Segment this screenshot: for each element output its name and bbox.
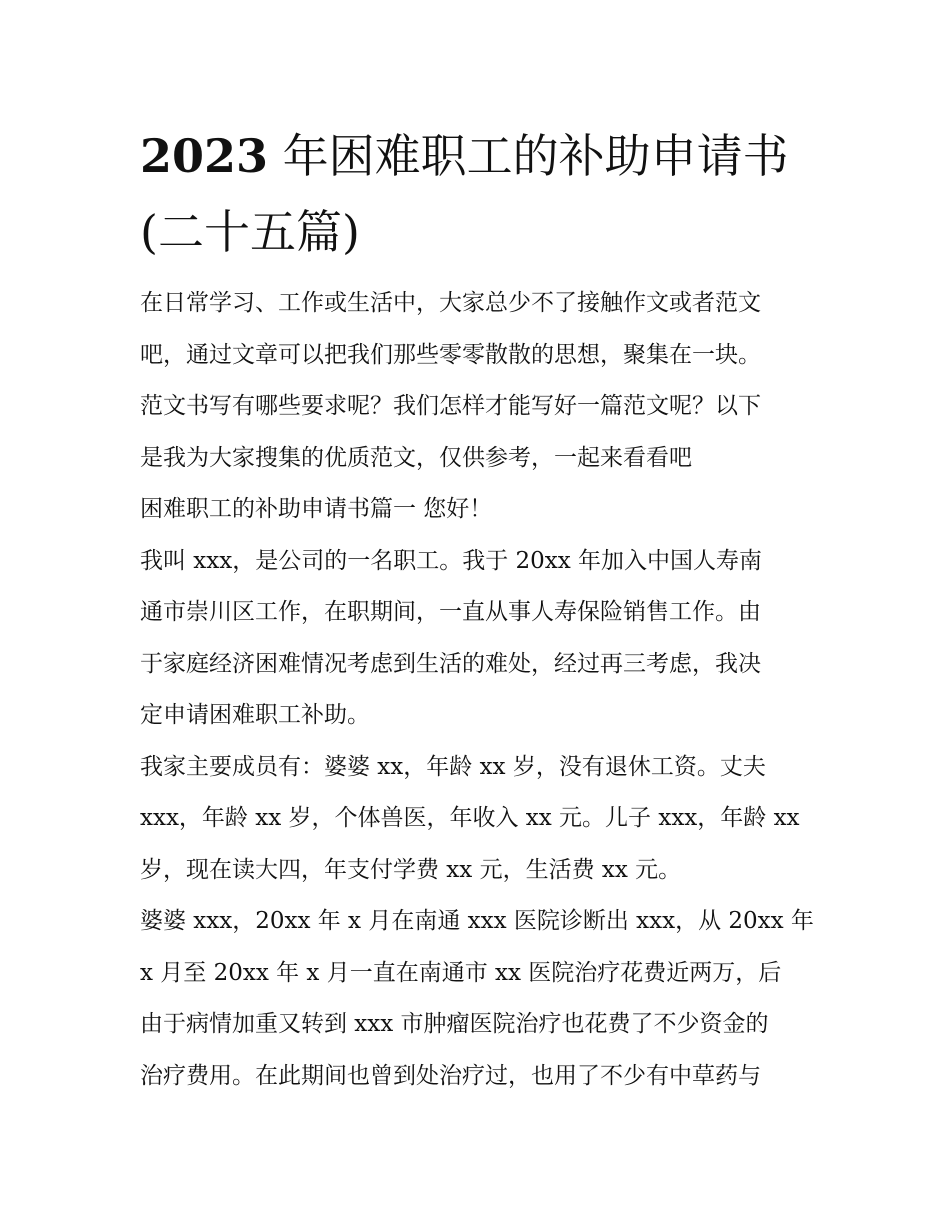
section-heading: 困难职工的补助申请书篇一 您好！ bbox=[140, 496, 493, 522]
body-line: 由于病情加重又转到 xxx 市肿瘤医院治疗也花费了不少资金的 bbox=[140, 1011, 769, 1037]
body-line: 治疗费用。在此期间也曾到处治疗过，也用了不少有中草药与 bbox=[140, 1062, 761, 1089]
body-line: 我家主要成员有：婆婆 xx，年龄 xx 岁，没有退休工资。丈夫 bbox=[140, 753, 766, 780]
body-line: 吧，通过文章可以把我们那些零零散散的思想，聚集在一块。 bbox=[140, 341, 761, 368]
body-line: x 月至 20xx 年 x 月一直在南通市 xx 医院治疗花费近两万，后 bbox=[140, 959, 782, 986]
title-text: 年困难职工的补助申请书 bbox=[268, 129, 789, 183]
body-line: 岁，现在读大四，年支付学费 xx 元，生活费 xx 元。 bbox=[140, 856, 682, 883]
document-body bbox=[140, 278, 830, 1102]
body-line: xxx，年龄 xx 岁，个体兽医，年收入 xx 元。儿子 xxx，年龄 xx bbox=[140, 805, 800, 831]
body-line: 通市崇川区工作，在职期间，一直从事人寿保险销售工作。由 bbox=[140, 599, 761, 625]
body-line: 我叫 xxx，是公司的一名职工。我于 20xx 年加入中国人寿南 bbox=[140, 547, 763, 574]
body-line: 在日常学习、工作或生活中，大家总少不了接触作文或者范文 bbox=[140, 290, 761, 316]
title-line-2: (二十五篇) bbox=[140, 205, 360, 259]
body-line: 是我为大家搜集的优质范文，仅供参考，一起来看看吧 bbox=[140, 444, 692, 471]
document-title bbox=[140, 118, 820, 270]
body-line: 范文书写有哪些要求呢？我们怎样才能写好一篇范文呢？以下 bbox=[140, 393, 761, 419]
body-line: 定申请困难职工补助。 bbox=[140, 702, 370, 728]
body-line: 于家庭经济困难情况考虑到生活的难处，经过再三考虑，我决 bbox=[140, 650, 761, 677]
body-line: 婆婆 xxx，20xx 年 x 月在南通 xxx 医院诊断出 xxx，从 20xx 年 bbox=[140, 908, 814, 934]
title-line-1 bbox=[140, 118, 820, 194]
title-year: 2023 bbox=[140, 129, 269, 183]
